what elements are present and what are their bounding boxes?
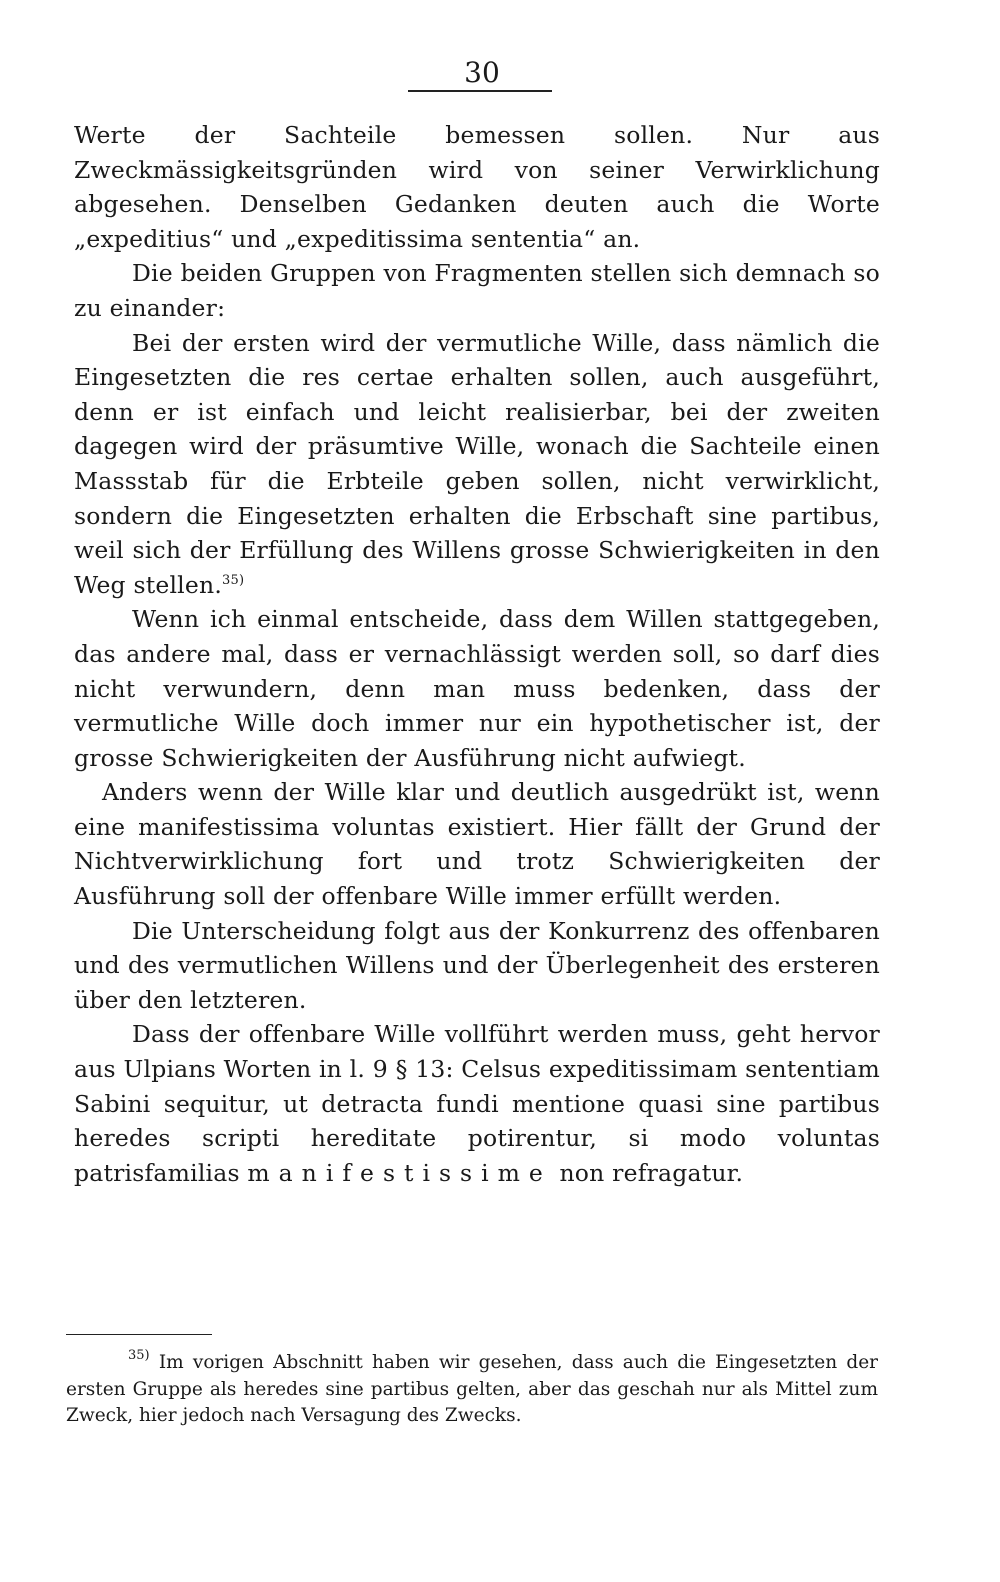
paragraph-7 — [74, 1017, 880, 1190]
paragraph-7-text-before: Dass der offenbare Wille vollführt werden muss, geht hervor aus Ulpians Worten in l. 9 § 13: Celsus expeditissimam sententiam Sabini sequitur, ut detracta fundi mentione quasi sine partibus heredes scripti hereditate potirentur, si modo voluntas patrisfamilias — [74, 1020, 880, 1187]
footnote-reference: 35) — [222, 572, 245, 588]
paragraph-5: Anders wenn der Wille klar und deutlich ausgedrükt ist, wenn eine manifestissima voluntas existiert. Hier fällt der Grund der Nichtverwirklichung fort und trotz Schwierigkeiten der Ausführung soll der offenbare Wille immer erfüllt werden. — [74, 778, 880, 911]
paragraph-7-text-after: non refragatur. — [559, 1158, 744, 1187]
paragraph-1: Werte der Sachteile bemessen sollen. Nur aus Zweckmässigkeitsgründen wird von seiner Verwirklichung abgesehen. Denselben Gedanken deuten auch die Worte „expeditius“ und „expeditissima sententia“ an. — [74, 121, 880, 253]
paragraph-3-text: Bei der ersten wird der vermutliche Wille, dass nämlich die Eingesetzten die res certae erhalten sollen, auch ausgeführt, denn er ist einfach und leicht realisierbar, bei der zweiten dagegen wird der präsumtive Wille, wonach die Sachteile einen Massstab für die Erbteile geben sollen, nicht verwirklicht, sondern die Eingesetzten erhalten die Erbschaft sine partibus, weil sich der Erfüllung des Willens grosse Schwierigkeiten in den Weg stellen. — [74, 328, 880, 599]
paragraph-3 — [74, 326, 880, 603]
spaced-emphasis: manifestissime — [247, 1158, 552, 1187]
paragraph-6: Die Unterscheidung folgt aus der Konkurrenz des offenbaren und des vermutlichen Willens und der Überlegenheit des ersteren über den letzteren. — [74, 916, 880, 1014]
footnotes — [66, 1350, 878, 1430]
footnote-35 — [66, 1350, 878, 1430]
footnote-text: Im vorigen Abschnitt haben wir gesehen, dass auch die Eingesetzten der ersten Gruppe als heredes sine partibus gelten, aber das geschah nur als Mittel zum Zweck, hier jedoch nach Versagung des Zwecks. — [66, 1352, 878, 1426]
paragraph-2: Die beiden Gruppen von Fragmenten stellen sich demnach so zu einander: — [74, 259, 880, 322]
page-number: 30 — [464, 56, 500, 89]
body-text — [74, 118, 880, 1190]
paragraph-4: Wenn ich einmal entscheide, dass dem Willen stattgegeben, das andere mal, dass er vernachlässigt werden soll, so darf dies nicht verwundern, denn man muss bedenken, dass der vermutliche Wille doch immer nur ein hypothetischer ist, der grosse Schwierigkeiten der Ausführung nicht aufwiegt. — [74, 605, 880, 772]
page-number-rule — [408, 90, 552, 92]
footnote-marker: 35) — [128, 1348, 150, 1363]
footnote-rule — [66, 1334, 212, 1335]
